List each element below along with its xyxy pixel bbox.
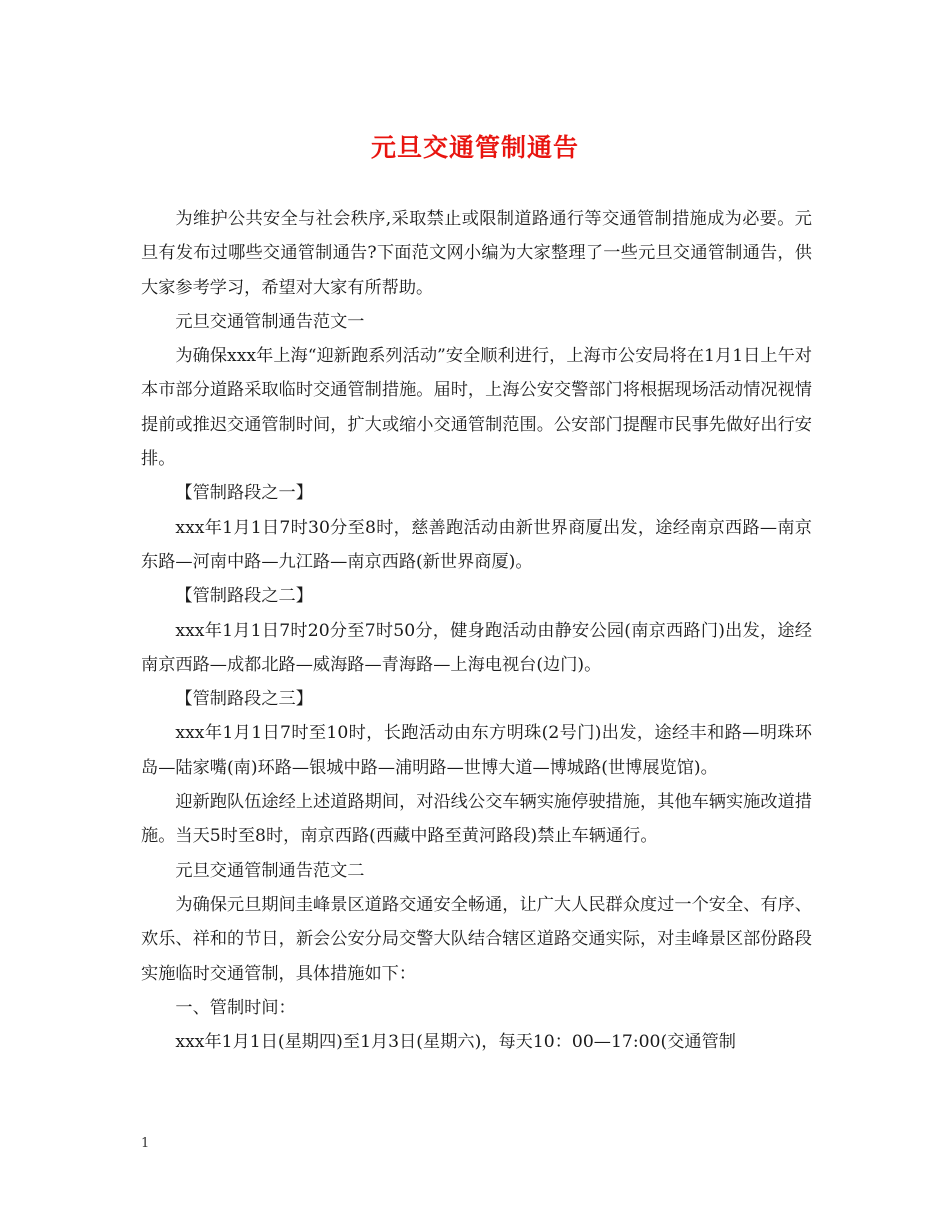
control-section-two-text: xxx年1月1日7时20分至7时50分，健身跑活动由静安公园(南京西路门)出发，途经南京西路—成都北路—威海路—青海路—上海电视台(边门)。 [141, 620, 812, 675]
document-body [141, 202, 812, 1059]
document-title: 元旦交通管制通告 [370, 133, 579, 162]
control-section-one-text: xxx年1月1日7时30分至8时，慈善跑活动由新世界商厦出发，途经南京西路—南京东路—河南中路—九江路—南京西路(新世界商厦)。 [141, 517, 812, 572]
paragraph-bus-measures: 迎新跑队伍途经上述道路期间，对沿线公交车辆实施停驶措施，其他车辆实施改道措施。当天5时至8时，南京西路(西藏中路至黄河路段)禁止车辆通行。 [141, 792, 812, 847]
page-number: 1 [141, 1136, 150, 1151]
paragraph-guifeng-notice: 为确保元旦期间圭峰景区道路交通安全畅通，让广大人民群众度过一个安全、有序、欢乐、祥和的节日，新会公安分局交警大队结合辖区道路交通实际，对圭峰景区部份路段实施临时交通管制，具体措施如下： [141, 894, 812, 984]
control-section-three-heading: 【管制路段之三】 [175, 689, 313, 710]
paragraph-intro: 为维护公共安全与社会秩序,采取禁止或限制道路通行等交通管制措施成为必要。元旦有发布过哪些交通管制通告?下面范文网小编为大家整理了一些元旦交通管制通告，供大家参考学习，希望对大家有所帮助。 [141, 209, 812, 298]
control-section-two-heading: 【管制路段之二】 [175, 586, 313, 607]
control-section-three-text: xxx年1月1日7时至10时，长跑活动由东方明珠(2号门)出发，途经丰和路—明珠环岛—陆家嘴(南)环路—银城中路—浦明路—世博大道—博城路(世博展览馆)。 [141, 723, 812, 778]
control-section-one-heading: 【管制路段之一】 [175, 483, 313, 504]
control-time-text: xxx年1月1日(星期四)至1月3日(星期六)，每天10：00—17:00(交通管制 [175, 1032, 736, 1053]
section-heading-sample-one: 元旦交通管制通告范文一 [175, 311, 365, 332]
paragraph-shanghai-notice: 为确保xxx年上海“迎新跑系列活动”安全顺利进行，上海市公安局将在1月1日上午对本市部分道路采取临时交通管制措施。届时，上海公安交警部门将根据现场活动情况视情提前或推迟交通管制时间，扩大或缩小交通管制范围。公安部门提醒市民事先做好出行安排。 [141, 346, 812, 470]
control-time-heading: 一、管制时间： [175, 997, 296, 1018]
section-heading-sample-two: 元旦交通管制通告范文二 [175, 860, 365, 881]
